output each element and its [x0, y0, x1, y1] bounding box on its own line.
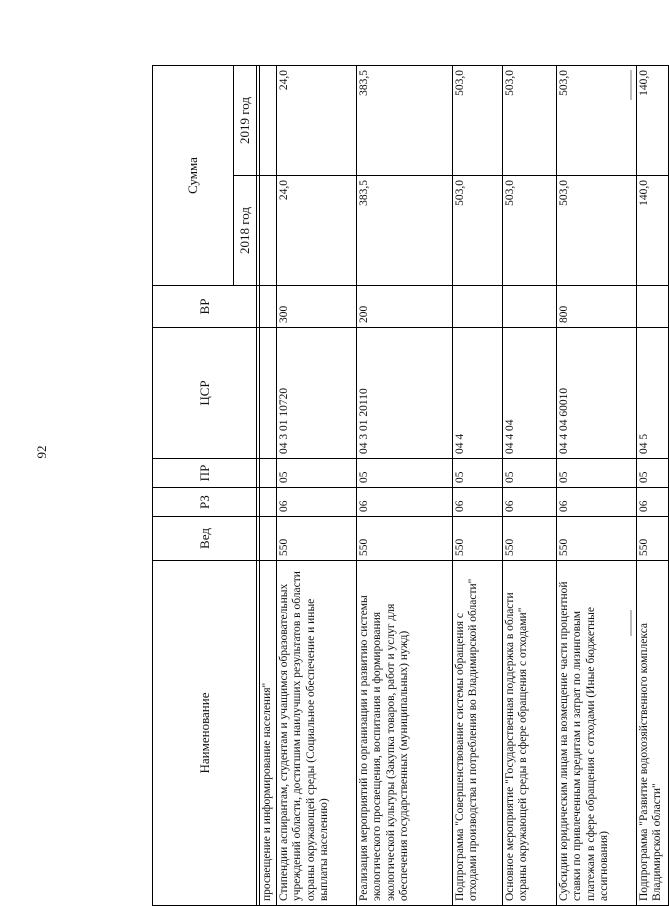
cell-csr — [260, 328, 277, 459]
cell-rz: 06 — [502, 488, 556, 517]
cell-vr — [636, 286, 668, 328]
cell-csr: 04 3 01 20110 — [356, 328, 452, 459]
header-rz: РЗ — [153, 488, 257, 517]
cell-ved: 550 — [276, 517, 356, 561]
table-row — [636, 66, 668, 906]
cell-ved — [260, 517, 277, 561]
cell-pr: 05 — [636, 459, 668, 488]
cell-2018: 140,0 — [636, 176, 668, 286]
cell-2019 — [260, 66, 277, 176]
cell-vr — [260, 286, 277, 328]
budget-table — [152, 65, 669, 906]
scan-edge-mark — [630, 70, 632, 100]
cell-ved: 550 — [356, 517, 452, 561]
cell-pr — [260, 459, 277, 488]
header-name: Наименование — [153, 561, 257, 906]
cell-csr: 04 5 — [636, 328, 668, 459]
cell-name: Подпрограмма "Совершенствование системы обращения с отходами производства и потребления во Владимирской области" — [452, 561, 502, 906]
cell-csr: 04 4 04 — [502, 328, 556, 459]
cell-2019: 24,0 — [276, 66, 356, 176]
cell-name: Основное мероприятие "Государственная поддержка в области охраны окружающей среды в сфере обращения с отходами" — [502, 561, 556, 906]
cell-rz: 06 — [452, 488, 502, 517]
cell-vr: 800 — [556, 286, 636, 328]
table-body — [260, 66, 669, 906]
header-ved: Вед — [153, 517, 257, 561]
cell-rz: 06 — [636, 488, 668, 517]
cell-2018 — [260, 176, 277, 286]
cell-ved: 550 — [636, 517, 668, 561]
table-row — [502, 66, 556, 906]
cell-2019: 383,5 — [356, 66, 452, 176]
table-row — [452, 66, 502, 906]
cell-pr: 05 — [556, 459, 636, 488]
cell-2019: 140,0 — [636, 66, 668, 176]
table-row — [356, 66, 452, 906]
scan-edge-mark — [630, 610, 632, 636]
cell-vr — [502, 286, 556, 328]
cell-2018: 383,5 — [356, 176, 452, 286]
header-2019: 2019 год — [234, 66, 257, 176]
cell-2018: 503,0 — [556, 176, 636, 286]
cell-vr: 300 — [276, 286, 356, 328]
cell-2018: 503,0 — [452, 176, 502, 286]
cell-ved: 550 — [452, 517, 502, 561]
cell-vr — [452, 286, 502, 328]
cell-rz: 06 — [556, 488, 636, 517]
cell-pr: 05 — [452, 459, 502, 488]
cell-name: Стипендии аспирантам, студентам и учащимся образовательных учреждений области, достигшим наилучших результатов в области охраны окружающей среды (Социальное обеспечение и иные выплаты населению) — [276, 561, 356, 906]
cell-2019: 503,0 — [452, 66, 502, 176]
cell-pr: 05 — [502, 459, 556, 488]
cell-rz: 06 — [276, 488, 356, 517]
cell-name: Субсидии юридическим лицам на возмещение части процентной ставки по привлеченным кредитам и затрат по лизинговым платежам в сфере обращения с отходами (Иные бюджетные ассигнования) — [556, 561, 636, 906]
cell-2019: 503,0 — [556, 66, 636, 176]
table-row — [556, 66, 636, 906]
cell-name: Подпрограмма "Развитие водохозяйственного комплекса Владимирской области" — [636, 561, 668, 906]
cell-csr: 04 3 01 10720 — [276, 328, 356, 459]
header-csr: ЦСР — [153, 328, 257, 459]
header-pr: ПР — [153, 459, 257, 488]
table-header — [153, 66, 260, 906]
cell-csr: 04 4 04 60010 — [556, 328, 636, 459]
rotated-table-wrapper — [152, 66, 664, 906]
page-number: 92 — [34, 445, 49, 459]
header-sum: Сумма — [153, 66, 234, 286]
cell-2019: 503,0 — [502, 66, 556, 176]
table-row — [260, 66, 277, 906]
cell-2018: 503,0 — [502, 176, 556, 286]
cell-name: Реализация мероприятий по организации и развитию системы экологического просвещения, воспитания и формирования экологической культуры (Закупка товаров, работ и услуг для обеспечения государственных (муниципальных) нужд) — [356, 561, 452, 906]
table-row — [276, 66, 356, 906]
header-row — [153, 66, 234, 906]
cell-pr: 05 — [276, 459, 356, 488]
cell-csr: 04 4 — [452, 328, 502, 459]
cell-vr: 200 — [356, 286, 452, 328]
cell-ved: 550 — [502, 517, 556, 561]
header-vr: ВР — [153, 286, 257, 328]
cell-2018: 24,0 — [276, 176, 356, 286]
cell-name: просвещение и информирование населения" — [260, 561, 277, 906]
cell-ved: 550 — [556, 517, 636, 561]
cell-rz: 06 — [356, 488, 452, 517]
cell-rz — [260, 488, 277, 517]
cell-pr: 05 — [356, 459, 452, 488]
header-2018: 2018 год — [234, 176, 257, 286]
